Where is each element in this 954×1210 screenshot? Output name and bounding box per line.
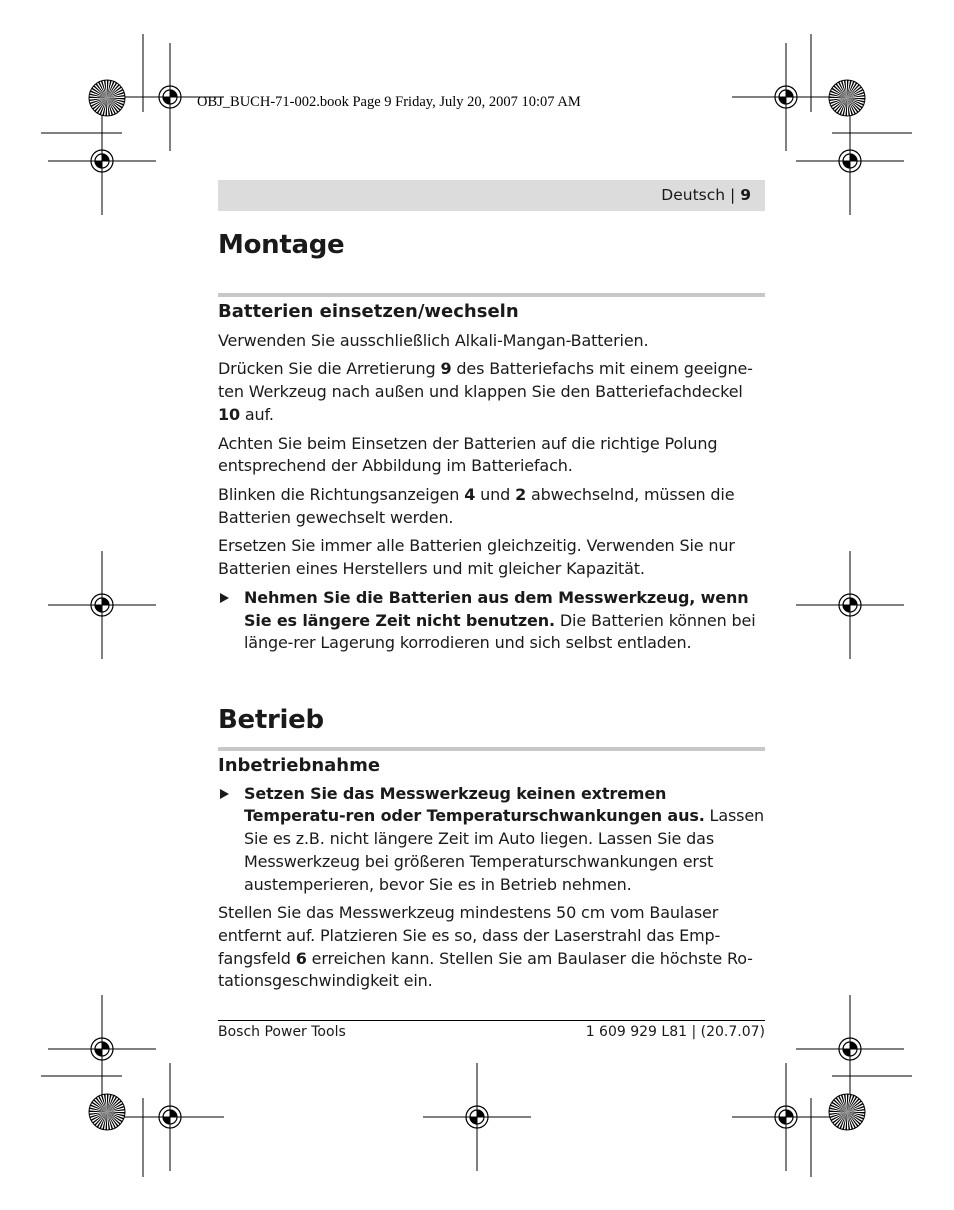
header-separator: |	[730, 186, 736, 204]
footer-brand: Bosch Power Tools	[218, 1024, 346, 1040]
crosshair-target-icon	[48, 995, 156, 1103]
bullet-bold-text: Nehmen Sie die Batterien aus dem Messwerkzeug, wenn Sie es längere Zeit nicht benutzen.	[244, 587, 749, 630]
page-header-text	[661, 186, 751, 204]
bullet-bold-text: Setzen Sie das Messwerkzeug keinen extremen Temperatu-ren oder Temperaturschwankungen aus.	[244, 783, 705, 826]
footer-rule	[218, 1020, 765, 1021]
crosshair-target-icon	[48, 551, 156, 659]
subsection-title-inbetriebnahme: Inbetriebnahme	[218, 755, 381, 777]
footer-doc-number: 1 609 929 L81 | (20.7.07)	[585, 1024, 765, 1040]
page-content	[218, 230, 765, 999]
reference-number: 10	[218, 404, 240, 424]
section-title-betrieb: Betrieb	[218, 704, 324, 735]
page-header-bar	[218, 180, 765, 211]
subsection-title-batterien: Batterien einsetzen/wechseln	[218, 301, 519, 323]
crosshair-target-icon	[423, 1063, 531, 1171]
paragraph: Ersetzen Sie immer alle Batterien gleichzeitig. Verwenden Sie nur Batterien eines Herstellers und mit gleicher Kapazität.	[218, 536, 735, 579]
bullet-arrow-icon	[220, 789, 229, 799]
paragraph: Verwenden Sie ausschließlich Alkali-Mangan-Batterien.	[218, 330, 649, 350]
crosshair-target-icon	[732, 43, 840, 151]
registration-starburst-icon	[829, 1094, 865, 1130]
crosshair-target-icon	[48, 107, 156, 215]
page-number: 9	[740, 186, 751, 204]
section-title-montage: Montage	[218, 230, 345, 260]
warning-bullet: Setzen Sie das Messwerkzeug keinen extremen Temperatu-ren oder Temperaturschwankungen aus. Lassen Sie es z.B. nicht längere Zeit im Auto liegen. Lassen Sie das Messwerkzeug bei größeren Temperaturschwankungen erst austemperieren, bevor Sie es in Betrieb nehmen.	[218, 783, 765, 897]
warning-bullet: Nehmen Sie die Batterien aus dem Messwerkzeug, wenn Sie es längere Zeit nicht benutzen. Die Batterien können bei länge-rer Lagerung korrodieren und sich selbst entladen.	[218, 587, 765, 655]
registration-starburst-icon	[829, 80, 865, 116]
paragraph: Achten Sie beim Einsetzen der Batterien auf die richtige Polung entsprechend der Abbildung im Batteriefach.	[218, 433, 718, 476]
crosshair-target-icon	[796, 551, 904, 659]
crosshair-target-icon	[732, 1063, 840, 1171]
reference-number: 2	[515, 485, 527, 504]
header-language: Deutsch	[661, 186, 726, 204]
crosshair-target-icon	[796, 107, 904, 215]
registration-starburst-icon	[89, 80, 125, 116]
reference-number: 4	[464, 485, 476, 504]
section-divider	[218, 747, 765, 751]
bullet-arrow-icon	[220, 593, 229, 603]
crosshair-target-icon	[116, 1063, 224, 1171]
section-divider	[218, 293, 765, 297]
paragraph: Drücken Sie die Arretierung 9 des Batteriefachs mit einem geeigne-ten Werkzeug nach außen und klappen Sie den Batteriefachdeckel 10 auf.	[218, 359, 753, 424]
paragraph: Blinken die Richtungsanzeigen 4 und 2 abwechselnd, müssen die Batterien gewechselt werden.	[218, 485, 735, 527]
reference-number: 6	[295, 948, 307, 968]
crosshair-target-icon	[796, 995, 904, 1103]
paragraph: Stellen Sie das Messwerkzeug mindestens 50 cm vom Baulaser entfernt auf. Platzieren Sie es so, dass der Laserstrahl das Emp-fangsfeld 6 erreichen kann. Stellen Sie am Baulaser die höchste Ro-tationsgeschwindigkeit ein.	[218, 903, 753, 991]
print-info-line: OBJ_BUCH-71-002.book Page 9 Friday, July 20, 2007 10:07 AM	[197, 94, 581, 110]
registration-starburst-icon	[89, 1094, 125, 1130]
reference-number: 9	[440, 359, 452, 379]
